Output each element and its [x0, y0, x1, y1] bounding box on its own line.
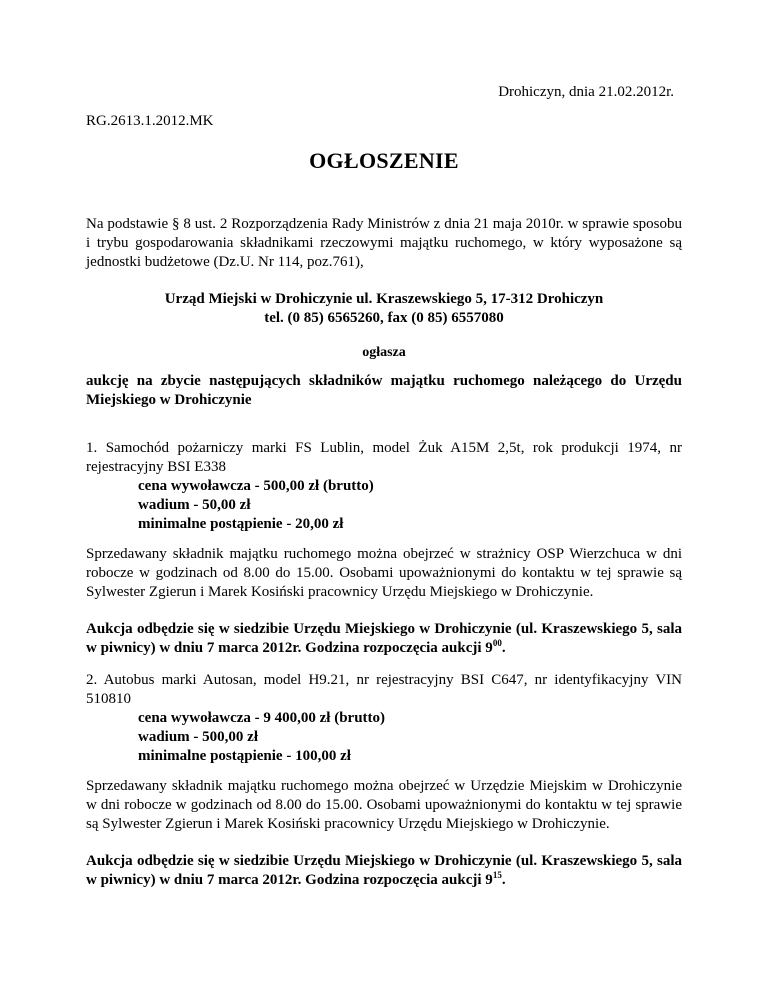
auction-subject: aukcję na zbycie następujących składników majątku ruchomego należącego do Urzędu Miejskiego w Drohiczynie	[86, 373, 682, 408]
auction-time-minutes: 00	[492, 638, 502, 648]
item-viewing-info: Sprzedawany składnik majątku ruchomego można obejrzeć w strażnicy OSP Wierzchuca w dni robocze w godzinach od 8.00 do 15.00. Osobami upoważnionymi do kontaktu w tej sprawie są Sylwester Zgierun i Marek Kosiński pracownicy Urzędu Miejskiego w Drohiczynie.	[86, 546, 682, 600]
auction-text-end: .	[501, 640, 506, 656]
office-address	[86, 290, 682, 328]
announces-heading: ogłasza	[362, 345, 406, 360]
item-min-increment: minimalne postąpienie - 100,00 zł	[138, 748, 351, 764]
item-description: 2. Autobus marki Autosan, model H9.21, nr rejestracyjny BSI C647, nr identyfikacyjny VIN 510810	[86, 672, 682, 707]
auction-text: Aukcja odbędzie się w siedzibie Urzędu Miejskiego w Drohiczynie (ul. Kraszewskiego 5, sala w piwnicy) w dniu 7 marca 2012r. Godzina rozpoczęcia aukcji 9	[86, 621, 682, 656]
item-deposit: wadium - 50,00 zł	[138, 497, 251, 513]
item-price: cena wywoławcza - 9 400,00 zł (brutto)	[138, 710, 386, 726]
office-contact-line: tel. (0 85) 6565260, fax (0 85) 6557080	[264, 310, 504, 326]
auction-time-minutes: 15	[492, 870, 502, 880]
item-viewing-info: Sprzedawany składnik majątku ruchomego można obejrzeć w Urzędzie Miejskim w Drohiczynie w dni robocze w godzinach od 8.00 do 15.00. Osobami upoważnionymi do kontaktu w tej sprawie są Sylwester Zgierun i Marek Kosiński pracownicy Urzędu Miejskiego w Drohiczynie.	[86, 778, 682, 832]
office-address-line: Urząd Miejski w Drohiczynie ul. Kraszewskiego 5, 17-312 Drohiczyn	[164, 291, 604, 307]
auction-text-end: .	[501, 872, 506, 888]
item-description: 1. Samochód pożarniczy marki FS Lublin, model Żuk A15M 2,5t, rok produkcji 1974, nr rejestracyjny BSI E338	[86, 440, 682, 475]
auction-text: Aukcja odbędzie się w siedzibie Urzędu Miejskiego w Drohiczynie (ul. Kraszewskiego 5, sala w piwnicy) w dniu 7 marca 2012r. Godzina rozpoczęcia aukcji 9	[86, 853, 682, 888]
item-min-increment: minimalne postąpienie - 20,00 zł	[138, 516, 344, 532]
item-terms	[86, 709, 734, 766]
item-deposit: wadium - 500,00 zł	[138, 729, 258, 745]
intro-paragraph: Na podstawie § 8 ust. 2 Rozporządzenia Rady Ministrów z dnia 21 maja 2010r. w sprawie sposobu i trybu gospodarowania składnikami rzeczowymi majątku ruchomego, w który wyposażone są jednostki budżetowe (Dz.U. Nr 114, poz.761),	[86, 216, 682, 270]
item-terms	[86, 477, 734, 534]
reference-number: RG.2613.1.2012.MK	[86, 113, 214, 129]
date-line: Drohiczyn, dnia 21.02.2012r.	[498, 84, 674, 100]
item-price: cena wywoławcza - 500,00 zł (brutto)	[138, 478, 374, 494]
item-auction-info	[86, 620, 682, 658]
document-title: OGŁOSZENIE	[309, 148, 459, 173]
item-auction-info	[86, 852, 682, 890]
